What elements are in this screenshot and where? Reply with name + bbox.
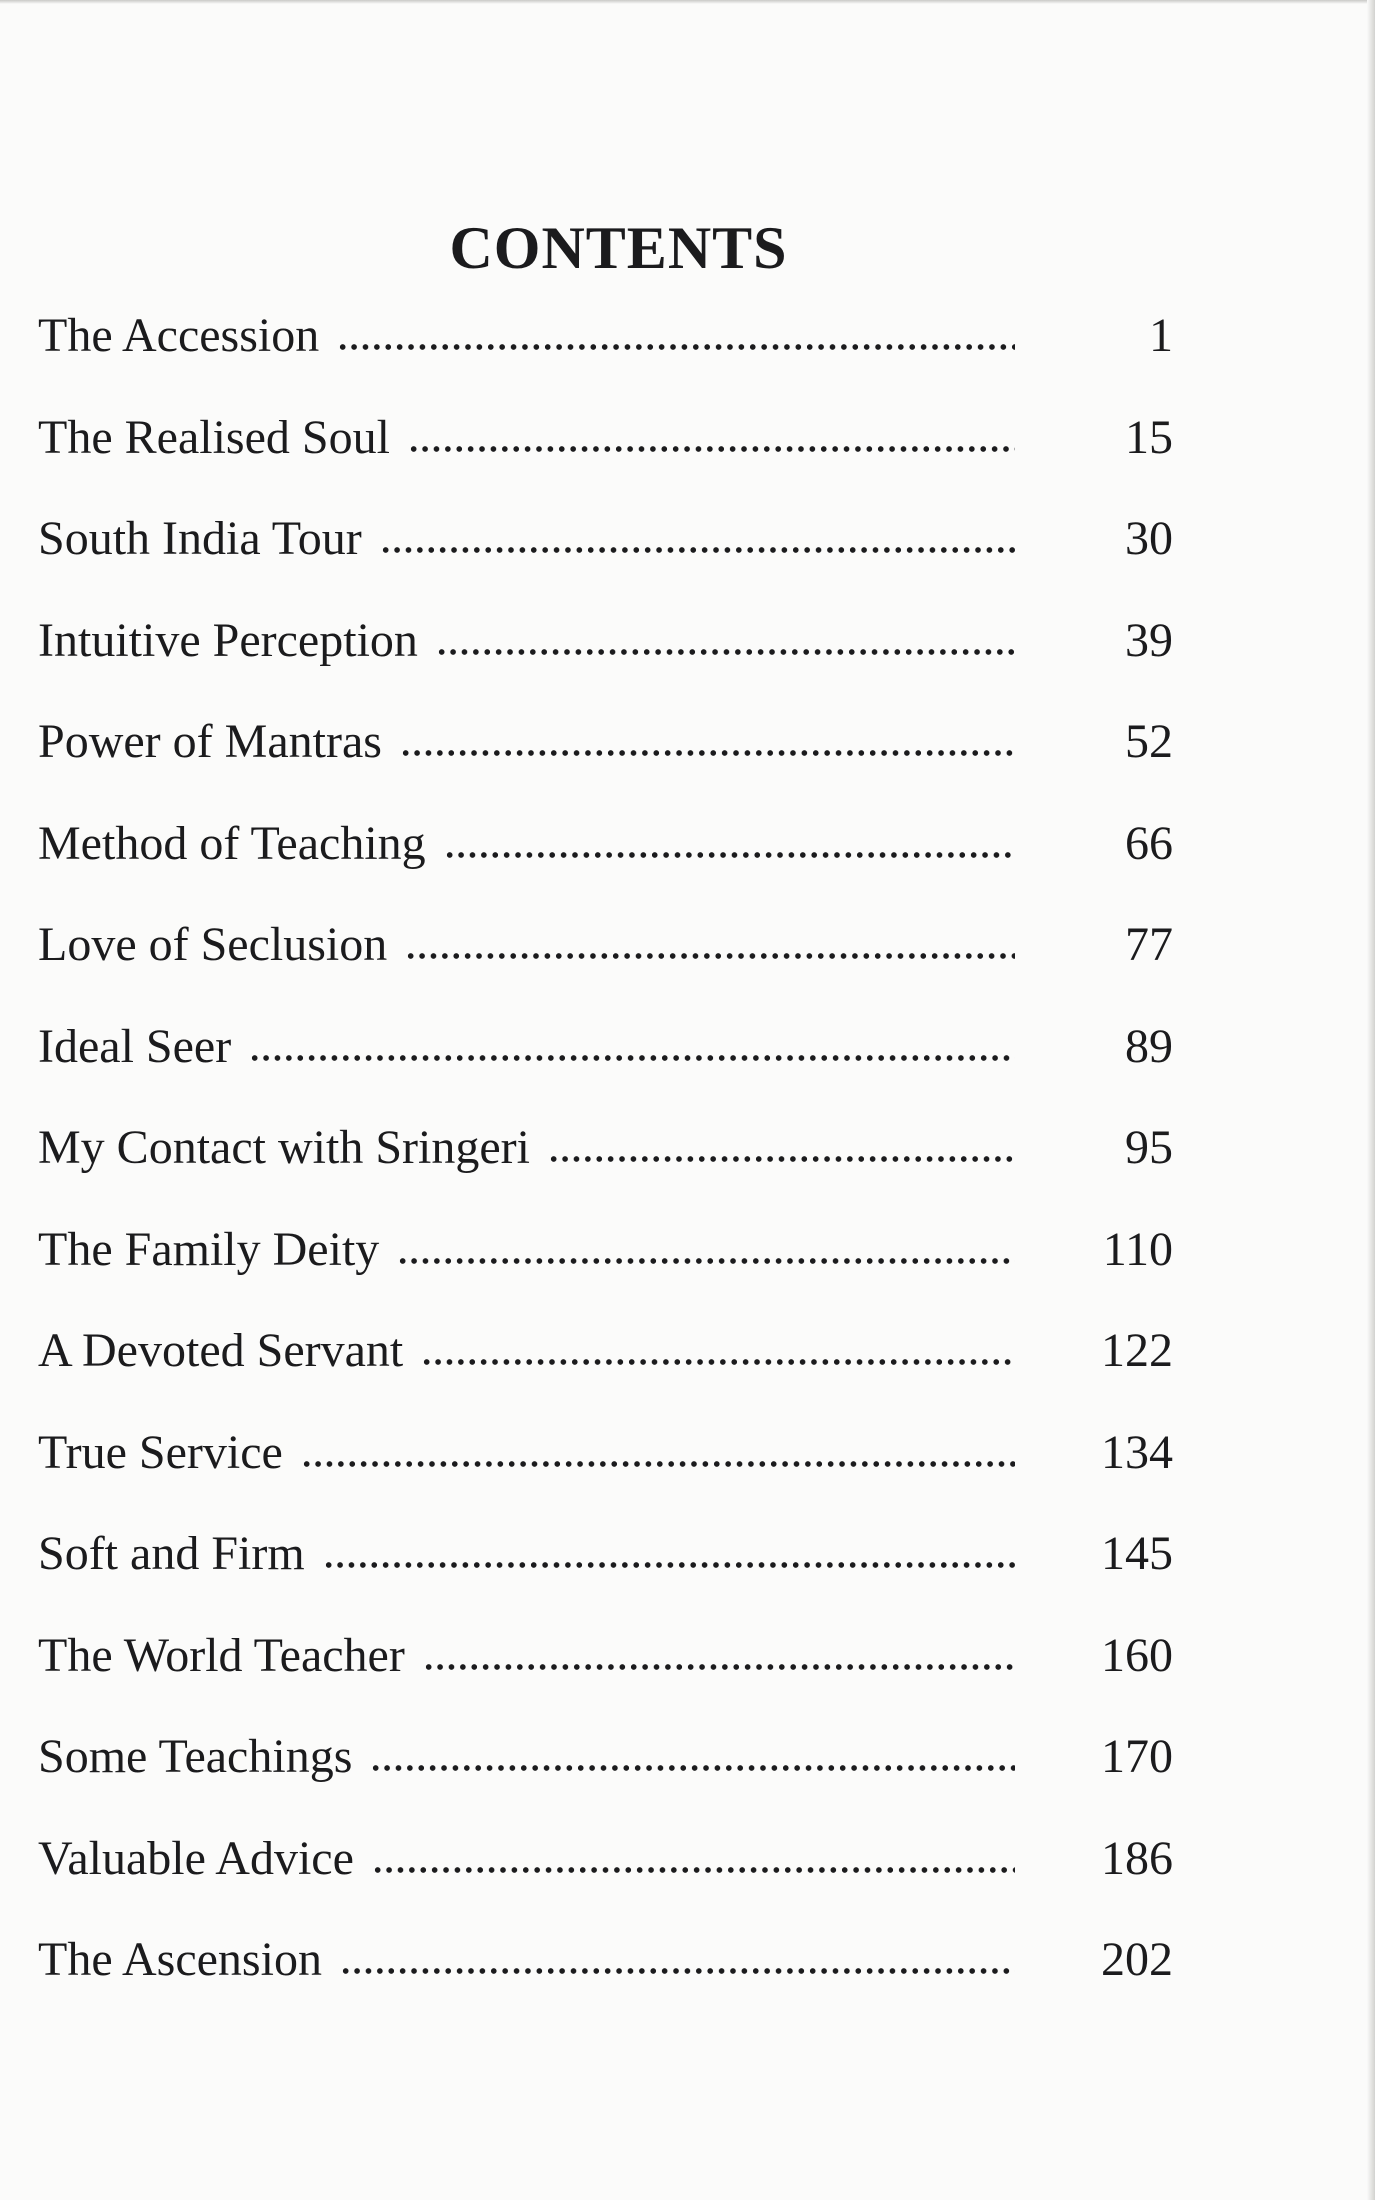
toc-entry xyxy=(38,816,1173,922)
toc-entry-title: Intuitive Perception xyxy=(38,613,418,667)
toc-entry-title: Some Teachings xyxy=(38,1730,353,1783)
toc-entry-title: Love of Seclusion xyxy=(38,918,388,971)
toc-page-number: 66 xyxy=(1125,816,1173,870)
toc-page-number: 1 xyxy=(1149,309,1173,362)
toc-page-number: 52 xyxy=(1125,715,1173,768)
toc-page-number: 30 xyxy=(1125,512,1173,565)
toc-page-number: 89 xyxy=(1125,1019,1173,1073)
toc-entry-title: Ideal Seer xyxy=(38,1019,232,1073)
dot-leader xyxy=(337,343,1015,351)
toc-entry xyxy=(38,918,1173,1023)
toc-entry-title: The Family Deity xyxy=(38,1222,380,1276)
dot-leader xyxy=(370,1764,1015,1772)
toc-entry-title: Power of Mantras xyxy=(38,715,382,768)
toc-page-number: 134 xyxy=(1101,1425,1173,1479)
toc-entry xyxy=(38,1121,1173,1226)
toc-page-number: 15 xyxy=(1125,410,1173,464)
dot-leader xyxy=(323,1561,1015,1569)
toc-entry-title: A Devoted Servant xyxy=(38,1324,404,1377)
contents-heading: CONTENTS xyxy=(449,215,788,281)
toc-page-number: 77 xyxy=(1125,918,1173,971)
dot-leader xyxy=(436,648,1015,656)
table-of-contents xyxy=(38,309,1173,2038)
toc-entry xyxy=(38,309,1173,414)
page-right-edge xyxy=(1367,0,1375,2200)
toc-entry xyxy=(38,1425,1173,1531)
dot-leader xyxy=(380,546,1015,554)
toc-entry-title: My Contact with Sringeri xyxy=(38,1121,530,1174)
toc-entry xyxy=(38,715,1173,820)
toc-entry xyxy=(38,410,1173,516)
toc-entry-title: The Accession xyxy=(38,309,320,362)
toc-page-number: 110 xyxy=(1102,1222,1173,1276)
page-top-edge xyxy=(0,0,1375,4)
dot-leader xyxy=(340,1967,1015,1975)
toc-entry xyxy=(38,1831,1173,1937)
toc-page-number: 160 xyxy=(1101,1628,1173,1682)
toc-page-number: 39 xyxy=(1125,613,1173,667)
dot-leader xyxy=(444,851,1015,859)
toc-entry xyxy=(38,512,1173,617)
toc-page-number: 95 xyxy=(1125,1121,1173,1174)
dot-leader xyxy=(548,1155,1015,1163)
toc-page-number: 145 xyxy=(1101,1527,1173,1580)
dot-leader xyxy=(301,1460,1015,1468)
toc-entry xyxy=(38,1730,1173,1835)
toc-entry-title: Valuable Advice xyxy=(38,1831,354,1885)
toc-entry-title: South India Tour xyxy=(38,512,362,565)
dot-leader xyxy=(405,952,1015,960)
toc-entry-title: The Ascension xyxy=(38,1933,322,1986)
dot-leader xyxy=(408,445,1015,453)
dot-leader xyxy=(397,1257,1015,1265)
dot-leader xyxy=(372,1866,1015,1874)
toc-entry-title: Method of Teaching xyxy=(38,816,426,870)
dot-leader xyxy=(421,1358,1015,1366)
toc-entry-title: The World Teacher xyxy=(38,1628,405,1682)
dot-leader xyxy=(249,1054,1015,1062)
toc-entry xyxy=(38,1527,1173,1632)
toc-entry xyxy=(38,613,1173,719)
toc-entry-title: Soft and Firm xyxy=(38,1527,305,1580)
toc-page-number: 202 xyxy=(1101,1933,1173,1986)
toc-entry xyxy=(38,1019,1173,1125)
toc-page-number: 122 xyxy=(1101,1324,1173,1377)
toc-page-number: 170 xyxy=(1101,1730,1173,1783)
toc-entry xyxy=(38,1628,1173,1734)
toc-entry xyxy=(38,1933,1173,2038)
toc-entry-title: True Service xyxy=(38,1425,283,1479)
toc-entry-title: The Realised Soul xyxy=(38,410,390,464)
toc-entry xyxy=(38,1324,1173,1429)
toc-page-number: 186 xyxy=(1101,1831,1173,1885)
toc-entry xyxy=(38,1222,1173,1328)
dot-leader xyxy=(400,749,1015,757)
dot-leader xyxy=(423,1663,1015,1671)
